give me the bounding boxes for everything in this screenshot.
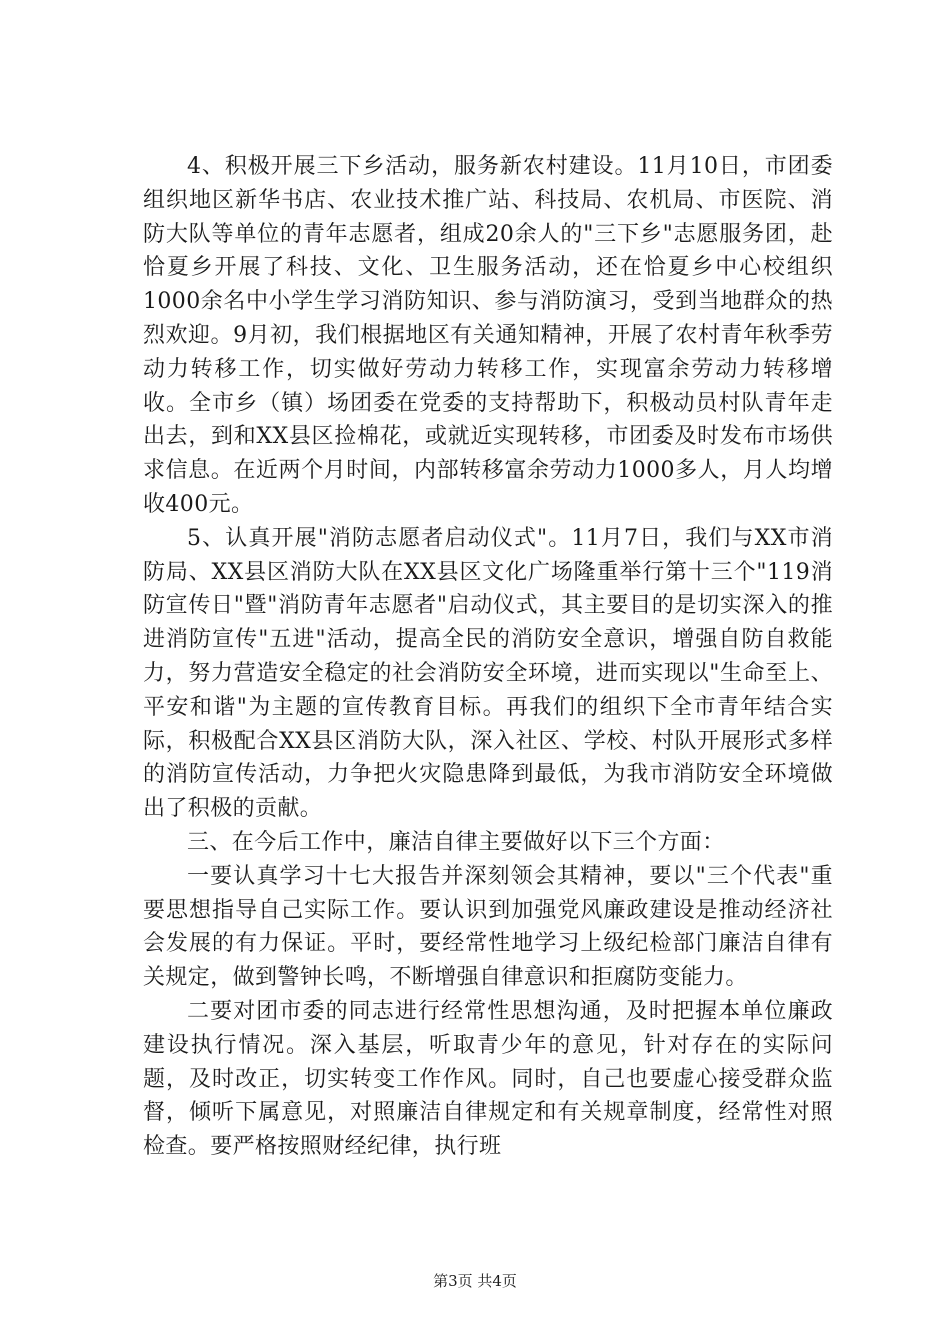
paragraph-1: 4、积极开展三下乡活动，服务新农村建设。11月10日，市团委组织地区新华书店、农业技术推广站、科技局、农机局、市医院、消防大队等单位的青年志愿者，组成20余人的"三下乡"志愿服务团，赴恰夏乡开展了科技、文化、卫生服务活动，还在恰夏乡中心校组织1000余名中小学生学习消防知识、参与消防演习，受到当地群众的热烈欢迎。9月初，我们根据地区有关通知精神，开展了农村青年秋季劳动力转移工作，切实做好劳动力转移工作，实现富余劳动力转移增收。全市乡（镇）场团委在党委的支持帮助下，积极动员村队青年走出去，到和XX县区捡棉花，或就近实现转移，市团委及时发布市场供求信息。在近两个月时间，内部转移富余劳动力1000多人，月人均增收400元。 bbox=[143, 154, 833, 517]
paragraph-2: 5、认真开展"消防志愿者启动仪式"。11月7日，我们与XX市消防局、XX县区消防大队在XX县区文化广场隆重举行第十三个"119消防宣传日"暨"消防青年志愿者"启动仪式，其主要目的是切实深入的推进消防宣传"五进"活动，提高全民的消防安全意识，增强自防自救能力，努力营造安全稳定的社会消防安全环境，进而实现以"生命至上、平安和谐"为主题的宣传教育目标。再我们的组织下全市青年结合实际，积极配合XX县区消防大队，深入社区、学校、村队开展形式多样的消防宣传活动，力争把火灾隐患降到最低，为我市消防安全环境做出了积极的贡献。 bbox=[143, 525, 833, 822]
paragraph-4: 一要认真学习十七大报告并深刻领会其精神，要以"三个代表"重要思想指导自己实际工作。要认识到加强党风廉政建设是推动经济社会发展的有力保证。平时，要经常性地学习上级纪检部门廉洁自律有关规定，做到警钟长鸣，不断增强自律意识和拒腐防变能力。 bbox=[143, 863, 833, 991]
document-body bbox=[143, 150, 833, 1164]
paragraph-5: 二要对团市委的同志进行经常性思想沟通，及时把握本单位廉政建设执行情况。深入基层，听取青少年的意见，针对存在的实际问题，及时改正，切实转变工作作风。同时，自己也要虚心接受群众监督，倾听下属意见，对照廉洁自律规定和有关规章制度，经常性对照检查。要严格按照财经纪律，执行班 bbox=[143, 998, 833, 1160]
page-footer bbox=[0, 1271, 950, 1291]
paragraph-3: 三、在今后工作中，廉洁自律主要做好以下三个方面： bbox=[187, 829, 725, 855]
page-number: 第3页 共4页 bbox=[433, 1272, 517, 1290]
